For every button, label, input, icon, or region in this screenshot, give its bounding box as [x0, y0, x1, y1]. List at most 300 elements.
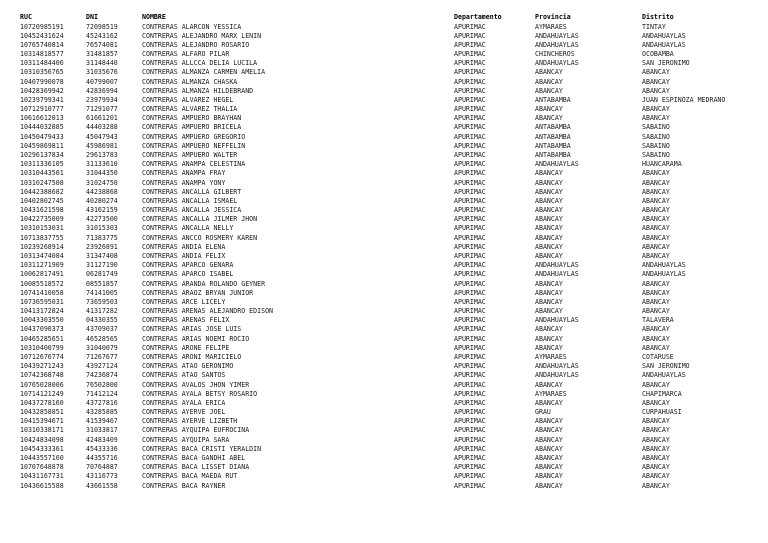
cell-nombre: CONTRERAS ALMANZA HILDEBRAND	[142, 86, 254, 95]
table-row	[0, 261, 768, 270]
cell-nombre: CONTRERAS AMPUERO WALTER	[142, 151, 238, 160]
cell-distrito: ABANCAY	[642, 334, 670, 343]
cell-ruc: 10713837755	[20, 233, 64, 242]
cell-ruc: 10043303550	[20, 316, 64, 325]
cell-ruc: 10616612013	[20, 114, 64, 123]
cell-departamento: APURIMAC	[454, 242, 486, 251]
cell-departamento: APURIMAC	[454, 270, 486, 279]
cell-dni: 45047943	[86, 132, 118, 141]
cell-distrito: ABANCAY	[642, 68, 670, 77]
cell-nombre: CONTRERAS BACA RAYNER	[142, 481, 226, 490]
cell-departamento: APURIMAC	[454, 343, 486, 352]
cell-provincia: ANTABAMBA	[535, 151, 571, 160]
cell-ruc: 10402802745	[20, 196, 64, 205]
cell-dni: 45243162	[86, 31, 118, 40]
cell-distrito: TALAVERA	[642, 316, 674, 325]
table-row	[0, 362, 768, 371]
cell-nombre: CONTRERAS ARONI MARICIELO	[142, 352, 242, 361]
cell-ruc: 10437278160	[20, 398, 64, 407]
header-provincia: Provincia	[535, 13, 571, 21]
cell-distrito: ABANCAY	[642, 307, 670, 316]
table-row	[0, 472, 768, 481]
cell-nombre: CONTRERAS ARCE LICELY	[142, 297, 226, 306]
cell-departamento: APURIMAC	[454, 352, 486, 361]
cell-provincia: ABANCAY	[535, 435, 563, 444]
cell-ruc: 10714121249	[20, 389, 64, 398]
cell-dni: 42483409	[86, 435, 118, 444]
table-row	[0, 390, 768, 399]
cell-ruc: 10431167731	[20, 472, 64, 481]
cell-provincia: ABANCAY	[535, 307, 563, 316]
cell-provincia: ANTABAMBA	[535, 123, 571, 132]
cell-provincia: ABANCAY	[535, 187, 563, 196]
cell-provincia: ABANCAY	[535, 169, 563, 178]
cell-nombre: CONTRERAS AYERVE JOEL	[142, 408, 226, 417]
cell-distrito: TINTAY	[642, 22, 666, 31]
table-row	[0, 408, 768, 417]
table-row	[0, 280, 768, 289]
cell-provincia: ABANCAY	[535, 233, 563, 242]
header-departamento: Departamento	[454, 13, 502, 21]
cell-provincia: ABANCAY	[535, 242, 563, 251]
cell-distrito: ABANCAY	[642, 169, 670, 178]
cell-distrito: ABANCAY	[642, 481, 670, 490]
table-row	[0, 133, 768, 142]
cell-dni: 31044350	[86, 169, 118, 178]
cell-departamento: APURIMAC	[454, 206, 486, 215]
cell-dni: 43709037	[86, 325, 118, 334]
table-row	[0, 482, 768, 491]
cell-nombre: CONTRERAS ARENAS ALEJANDRO EDISON	[142, 307, 274, 316]
table-row	[0, 32, 768, 41]
cell-nombre: CONTRERAS ALFARO PILAR	[142, 50, 230, 59]
table-row	[0, 215, 768, 224]
cell-dni: 31033817	[86, 426, 118, 435]
cell-departamento: APURIMAC	[454, 316, 486, 325]
cell-distrito: SABAINO	[642, 151, 670, 160]
cell-departamento: APURIMAC	[454, 362, 486, 371]
cell-distrito: ANDAHUAYLAS	[642, 371, 686, 380]
cell-nombre: CONTRERAS ALARCON YESSICA	[142, 22, 242, 31]
cell-nombre: CONTRERAS ARENAS FELIX	[142, 316, 230, 325]
cell-nombre: CONTRERAS ANDIA FELIX	[142, 252, 226, 260]
table-row	[0, 151, 768, 160]
table-row	[0, 234, 768, 243]
cell-nombre: CONTRERAS AMPUERO BRICELA	[142, 123, 242, 132]
cell-distrito: ANDAHUAYLAS	[642, 261, 686, 270]
cell-nombre: CONTRERAS ALVAREZ HEGEL	[142, 95, 234, 104]
cell-distrito: ABANCAY	[642, 242, 670, 251]
cell-departamento: APURIMAC	[454, 31, 486, 40]
cell-departamento: APURIMAC	[454, 463, 486, 472]
cell-distrito: ABANCAY	[642, 453, 670, 462]
cell-departamento: APURIMAC	[454, 481, 486, 490]
cell-ruc: 10436615588	[20, 481, 64, 490]
table-row	[0, 463, 768, 472]
cell-ruc: 10311484406	[20, 59, 64, 68]
cell-departamento: APURIMAC	[454, 105, 486, 114]
table-header	[0, 13, 768, 22]
cell-provincia: ANTABAMBA	[535, 141, 571, 150]
table-row	[0, 381, 768, 390]
cell-nombre: CONTRERAS AVALOS JHON YIMER	[142, 380, 250, 389]
cell-distrito: COTARUSE	[642, 352, 674, 361]
cell-dni: 43727816	[86, 398, 118, 407]
cell-provincia: ABANCAY	[535, 114, 563, 123]
cell-distrito: ABANCAY	[642, 325, 670, 334]
cell-nombre: CONTRERAS BACA LISSET DIANA	[142, 463, 250, 472]
cell-departamento: APURIMAC	[454, 334, 486, 343]
cell-provincia: ABANCAY	[535, 472, 563, 481]
cell-ruc: 10413172824	[20, 307, 64, 316]
table-row	[0, 105, 768, 114]
cell-ruc: 10296137834	[20, 151, 64, 160]
cell-dni: 04330355	[86, 316, 118, 325]
cell-ruc: 10085518572	[20, 279, 64, 288]
cell-distrito: ABANCAY	[642, 297, 670, 306]
cell-departamento: APURIMAC	[454, 408, 486, 417]
cell-ruc: 10444032885	[20, 123, 64, 132]
cell-departamento: APURIMAC	[454, 261, 486, 270]
cell-dni: 31127190	[86, 261, 118, 270]
table-row	[0, 114, 768, 123]
cell-departamento: APURIMAC	[454, 444, 486, 453]
cell-dni: 40799007	[86, 77, 118, 86]
cell-nombre: CONTRERAS APARCO GENARA	[142, 261, 234, 270]
cell-dni: 74236874	[86, 371, 118, 380]
cell-ruc: 10311271909	[20, 261, 64, 270]
cell-nombre: CONTRERAS ARAOZ BRYAN JUNIOR	[142, 288, 254, 297]
cell-provincia: ABANCAY	[535, 86, 563, 95]
cell-dni: 43116773	[86, 472, 118, 481]
cell-ruc: 10062817491	[20, 270, 64, 279]
cell-nombre: CONTRERAS AMPUERO GREGORIO	[142, 132, 246, 141]
cell-distrito: ABANCAY	[642, 426, 670, 435]
cell-departamento: APURIMAC	[454, 215, 486, 224]
table-row	[0, 325, 768, 334]
cell-dni: 44403288	[86, 123, 118, 132]
cell-ruc: 10422735009	[20, 215, 64, 224]
cell-nombre: CONTRERAS ANDIA ELENA	[142, 242, 226, 251]
cell-provincia: ABANCAY	[535, 426, 563, 435]
table-row	[0, 445, 768, 454]
cell-departamento: APURIMAC	[454, 141, 486, 150]
cell-distrito: CURPAHUASI	[642, 408, 682, 417]
cell-ruc: 10712910777	[20, 105, 64, 114]
cell-provincia: ABANCAY	[535, 334, 563, 343]
cell-dni: 71291077	[86, 105, 118, 114]
cell-provincia: ABANCAY	[535, 325, 563, 334]
table-row	[0, 307, 768, 316]
cell-dni: 43661558	[86, 481, 118, 490]
table-row	[0, 23, 768, 32]
cell-distrito: ABANCAY	[642, 105, 670, 114]
cell-provincia: ABANCAY	[535, 68, 563, 77]
cell-ruc: 10311336105	[20, 160, 64, 169]
table-row	[0, 436, 768, 445]
table-row	[0, 344, 768, 353]
cell-dni: 31015303	[86, 224, 118, 233]
cell-nombre: CONTRERAS ALEJANDRO ROSARIO	[142, 40, 250, 49]
cell-departamento: APURIMAC	[454, 151, 486, 160]
cell-nombre: CONTRERAS APARCO ISABEL	[142, 270, 234, 279]
cell-dni: 71412124	[86, 389, 118, 398]
cell-departamento: APURIMAC	[454, 95, 486, 104]
cell-ruc: 10432858851	[20, 408, 64, 417]
cell-distrito: ABANCAY	[642, 86, 670, 95]
cell-dni: 23926891	[86, 242, 118, 251]
cell-distrito: OCOBAMBA	[642, 50, 674, 59]
cell-distrito: HUANCARAMA	[642, 160, 682, 169]
cell-nombre: CONTRERAS ANCCO ROSMERY KAREN	[142, 233, 258, 242]
cell-nombre: CONTRERAS ATAO SANTOS	[142, 371, 226, 380]
cell-nombre: CONTRERAS ARIAS JOSE LUIS	[142, 325, 242, 334]
table-row	[0, 78, 768, 87]
cell-dni: 08551857	[86, 279, 118, 288]
cell-dni: 43285885	[86, 408, 118, 417]
cell-provincia: ABANCAY	[535, 398, 563, 407]
cell-departamento: APURIMAC	[454, 40, 486, 49]
table-row	[0, 197, 768, 206]
cell-nombre: CONTRERAS AMPUERO BRAYHAN	[142, 114, 242, 123]
table-row	[0, 87, 768, 96]
cell-departamento: APURIMAC	[454, 22, 486, 31]
cell-provincia: ABANCAY	[535, 481, 563, 490]
cell-distrito: SABAINO	[642, 141, 670, 150]
cell-nombre: CONTRERAS ANCALLA ISMAEL	[142, 196, 238, 205]
cell-departamento: APURIMAC	[454, 86, 486, 95]
cell-dni: 31035676	[86, 68, 118, 77]
cell-departamento: APURIMAC	[454, 132, 486, 141]
cell-dni: 73659503	[86, 297, 118, 306]
cell-distrito: ABANCAY	[642, 463, 670, 472]
cell-provincia: ANDAHUAYLAS	[535, 371, 579, 380]
cell-dni: 72098519	[86, 22, 118, 31]
cell-dni: 31133610	[86, 160, 118, 169]
cell-provincia: ABANCAY	[535, 288, 563, 297]
table-row	[0, 298, 768, 307]
cell-ruc: 10310400799	[20, 343, 64, 352]
cell-ruc: 10720985191	[20, 22, 64, 31]
cell-provincia: ANDAHUAYLAS	[535, 316, 579, 325]
cell-nombre: CONTRERAS BACA CRISTI YERALDIN	[142, 444, 262, 453]
cell-distrito: ABANCAY	[642, 417, 670, 426]
table-row	[0, 169, 768, 178]
cell-ruc: 10736595031	[20, 297, 64, 306]
table-row	[0, 188, 768, 197]
cell-distrito: ABANCAY	[642, 343, 670, 352]
cell-ruc: 10415394671	[20, 417, 64, 426]
cell-provincia: ABANCAY	[535, 105, 563, 114]
cell-departamento: APURIMAC	[454, 252, 486, 260]
cell-nombre: CONTRERAS ANAMPA FRAY	[142, 169, 226, 178]
cell-dni: 44238868	[86, 187, 118, 196]
cell-nombre: CONTRERAS ALLCCA DELIA LUCILA	[142, 59, 258, 68]
cell-dni: 76502800	[86, 380, 118, 389]
cell-provincia: ANDAHUAYLAS	[535, 40, 579, 49]
cell-dni: 42836994	[86, 86, 118, 95]
cell-ruc: 10239268914	[20, 242, 64, 251]
cell-nombre: CONTRERAS ALMANZA CARMEN AMELIA	[142, 68, 266, 77]
cell-provincia: AYMARAES	[535, 22, 567, 31]
cell-departamento: APURIMAC	[454, 50, 486, 59]
cell-dni: 44355716	[86, 453, 118, 462]
cell-dni: 71267677	[86, 352, 118, 361]
cell-distrito: ANDAHUAYLAS	[642, 40, 686, 49]
cell-provincia: ABANCAY	[535, 453, 563, 462]
cell-ruc: 10442388682	[20, 187, 64, 196]
cell-dni: 40280274	[86, 196, 118, 205]
table-row	[0, 417, 768, 426]
table-row	[0, 41, 768, 50]
cell-departamento: APURIMAC	[454, 224, 486, 233]
cell-departamento: APURIMAC	[454, 389, 486, 398]
cell-distrito: ABANCAY	[642, 206, 670, 215]
cell-nombre: CONTRERAS ARANDA ROLANDO GEYNER	[142, 279, 266, 288]
cell-distrito: ABANCAY	[642, 435, 670, 444]
cell-dni: 42273500	[86, 215, 118, 224]
cell-nombre: CONTRERAS ARONE FELIPE	[142, 343, 230, 352]
cell-distrito: ABANCAY	[642, 233, 670, 242]
cell-departamento: APURIMAC	[454, 114, 486, 123]
cell-dni: 31024750	[86, 178, 118, 187]
table-row	[0, 59, 768, 68]
cell-nombre: CONTRERAS AYQUIPA EUFROCINA	[142, 426, 250, 435]
cell-distrito: ABANCAY	[642, 178, 670, 187]
cell-ruc: 10428369942	[20, 86, 64, 95]
cell-provincia: ANTABAMBA	[535, 132, 571, 141]
cell-dni: 41539467	[86, 417, 118, 426]
table-row	[0, 252, 768, 261]
cell-dni: 31040079	[86, 343, 118, 352]
cell-provincia: ABANCAY	[535, 463, 563, 472]
cell-nombre: CONTRERAS ANAMPA YONY	[142, 178, 226, 187]
table-row	[0, 454, 768, 463]
cell-departamento: APURIMAC	[454, 288, 486, 297]
cell-nombre: CONTRERAS AYALA BETSY ROSARIO	[142, 389, 258, 398]
table-row	[0, 206, 768, 215]
cell-departamento: APURIMAC	[454, 325, 486, 334]
cell-ruc: 10712676774	[20, 352, 64, 361]
cell-dni: 43927124	[86, 362, 118, 371]
cell-nombre: CONTRERAS ANCALLA JESSICA	[142, 206, 242, 215]
table-row	[0, 399, 768, 408]
cell-distrito: ABANCAY	[642, 288, 670, 297]
cell-ruc: 10707648878	[20, 463, 64, 472]
cell-provincia: ANDAHUAYLAS	[535, 160, 579, 169]
cell-nombre: CONTRERAS AMPUERO NEFFELIN	[142, 141, 246, 150]
cell-dni: 74141005	[86, 288, 118, 297]
table-row	[0, 160, 768, 169]
cell-ruc: 10439271243	[20, 362, 64, 371]
cell-nombre: CONTRERAS BACA GANDHI ABEL	[142, 453, 246, 462]
cell-distrito: ABANCAY	[642, 380, 670, 389]
cell-departamento: APURIMAC	[454, 196, 486, 205]
cell-provincia: ABANCAY	[535, 196, 563, 205]
cell-provincia: ABANCAY	[535, 77, 563, 86]
cell-nombre: CONTRERAS ANCALLA GILBERT	[142, 187, 242, 196]
cell-departamento: APURIMAC	[454, 59, 486, 68]
cell-distrito: ANDAHUAYLAS	[642, 31, 686, 40]
cell-ruc: 10459869811	[20, 141, 64, 150]
cell-ruc: 10741410058	[20, 288, 64, 297]
cell-departamento: APURIMAC	[454, 398, 486, 407]
cell-nombre: CONTRERAS ALMANZA CHASKA	[142, 77, 238, 86]
cell-nombre: CONTRERAS ATAO GERONIMO	[142, 362, 234, 371]
cell-distrito: ABANCAY	[642, 196, 670, 205]
table-row	[0, 316, 768, 325]
cell-provincia: ABANCAY	[535, 215, 563, 224]
cell-dni: 41317282	[86, 307, 118, 316]
cell-distrito: CHAPIMARCA	[642, 389, 682, 398]
cell-departamento: APURIMAC	[454, 77, 486, 86]
cell-distrito: SAN JERONIMO	[642, 362, 690, 371]
cell-ruc: 10450479433	[20, 132, 64, 141]
cell-ruc: 10443557160	[20, 453, 64, 462]
cell-provincia: ANDAHUAYLAS	[535, 362, 579, 371]
cell-provincia: ABANCAY	[535, 206, 563, 215]
cell-dni: 61661201	[86, 114, 118, 123]
cell-provincia: ANDAHUAYLAS	[535, 270, 579, 279]
cell-provincia: CHINCHEROS	[535, 50, 575, 59]
header-ruc: RUC	[20, 13, 32, 21]
table-row	[0, 426, 768, 435]
cell-departamento: APURIMAC	[454, 307, 486, 316]
cell-ruc: 10310443501	[20, 169, 64, 178]
table-row	[0, 224, 768, 233]
table-row	[0, 142, 768, 151]
cell-ruc: 10407990078	[20, 77, 64, 86]
cell-ruc: 10310356765	[20, 68, 64, 77]
cell-dni: 45433336	[86, 444, 118, 453]
cell-ruc: 10314818577	[20, 50, 64, 59]
cell-provincia: AYMARAES	[535, 352, 567, 361]
cell-ruc: 10310247508	[20, 178, 64, 187]
table-row	[0, 335, 768, 344]
header-dni: DNI	[86, 13, 98, 21]
cell-provincia: ABANCAY	[535, 279, 563, 288]
cell-distrito: JUAN ESPINOZA MEDRANO	[642, 95, 726, 104]
cell-ruc: 10431621598	[20, 206, 64, 215]
cell-ruc: 10424834098	[20, 435, 64, 444]
cell-provincia: ABANCAY	[535, 297, 563, 306]
cell-distrito: ABANCAY	[642, 252, 670, 260]
cell-ruc: 10437090373	[20, 325, 64, 334]
cell-distrito: ABANCAY	[642, 215, 670, 224]
table-row	[0, 50, 768, 59]
cell-departamento: APURIMAC	[454, 178, 486, 187]
cell-provincia: ABANCAY	[535, 380, 563, 389]
cell-dni: 76574081	[86, 40, 118, 49]
cell-ruc: 10465285651	[20, 334, 64, 343]
cell-nombre: CONTRERAS AYERVE LIZBETH	[142, 417, 238, 426]
cell-ruc: 10313474084	[20, 252, 64, 260]
cell-departamento: APURIMAC	[454, 371, 486, 380]
cell-nombre: CONTRERAS ALVAREZ THALIA	[142, 105, 238, 114]
cell-distrito: ABANCAY	[642, 77, 670, 86]
cell-dni: 23979934	[86, 95, 118, 104]
cell-ruc: 10742368748	[20, 371, 64, 380]
cell-nombre: CONTRERAS ANAMPA CELESTINA	[142, 160, 246, 169]
cell-departamento: APURIMAC	[454, 435, 486, 444]
table-row	[0, 289, 768, 298]
cell-dni: 31347408	[86, 252, 118, 260]
cell-provincia: ANTABAMBA	[535, 95, 571, 104]
cell-ruc: 10765028006	[20, 380, 64, 389]
cell-ruc: 10452431624	[20, 31, 64, 40]
cell-departamento: APURIMAC	[454, 426, 486, 435]
cell-departamento: APURIMAC	[454, 123, 486, 132]
